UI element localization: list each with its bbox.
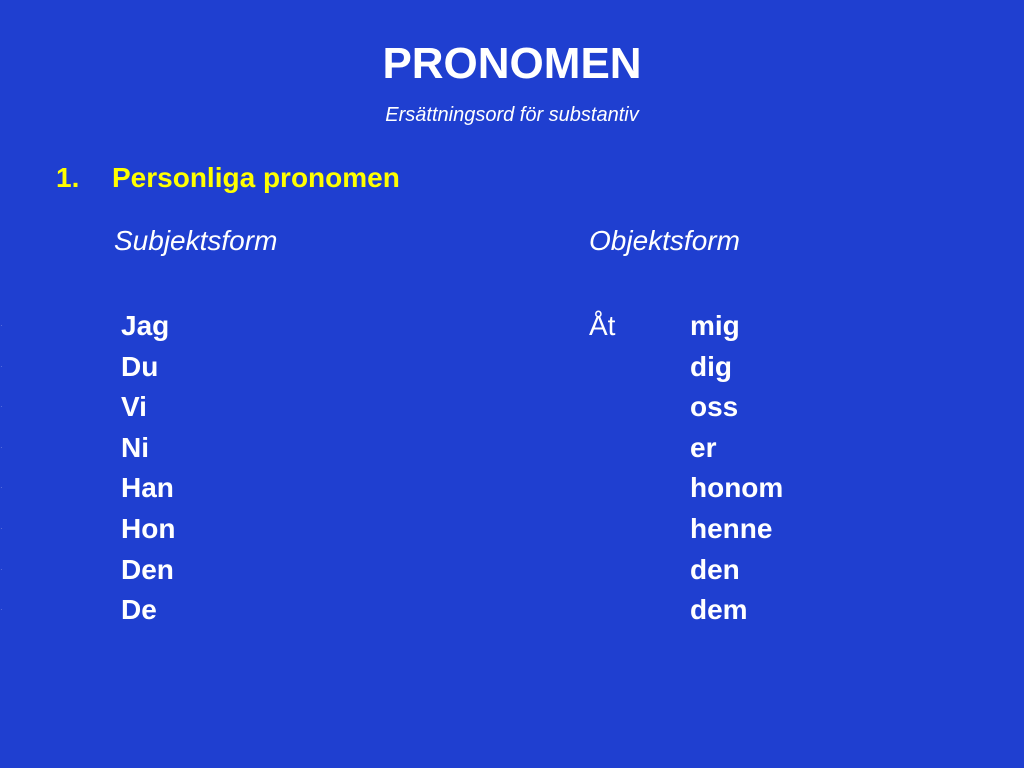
object-form-item: er [690, 431, 717, 463]
subject-forms-list [121, 306, 175, 631]
bullet-markers [0, 306, 3, 631]
section-title: Personliga pronomen [112, 162, 400, 193]
bullet-marker: · [0, 361, 3, 371]
slide-title: PRONOMEN [382, 39, 642, 88]
bullet-marker: · [0, 605, 3, 615]
subject-column-heading: Subjektsform [114, 225, 278, 256]
bullet-marker: · [0, 523, 3, 533]
subject-form-item: Hon [121, 512, 176, 544]
subject-form-item: De [121, 594, 157, 626]
object-form-item: mig [690, 310, 740, 341]
object-form-item: henne [690, 512, 773, 544]
bullet-marker: · [0, 321, 3, 330]
bullet-marker: · [0, 442, 3, 452]
object-prefix: Åt [589, 310, 616, 341]
object-form-item: honom [690, 472, 784, 504]
bullet-marker: · [0, 483, 3, 493]
object-form-item: den [690, 553, 740, 585]
object-column-heading: Objektsform [589, 225, 740, 256]
subject-form-item: Ni [121, 431, 149, 463]
bullet-marker: · [0, 402, 3, 412]
section-heading [56, 160, 400, 196]
subject-form-item: Du [121, 350, 159, 382]
bullet-marker: · [0, 564, 3, 574]
subject-form-item: Jag [121, 310, 170, 341]
subject-form-item: Han [121, 472, 174, 504]
subject-form-item: Den [121, 553, 174, 585]
section-number: 1. [56, 162, 80, 193]
object-form-item: dem [690, 594, 748, 626]
object-forms-list [690, 306, 783, 631]
object-form-item: dig [690, 350, 732, 382]
object-form-item: oss [690, 391, 739, 423]
slide-subtitle: Ersättningsord för substantiv [385, 104, 639, 126]
subject-form-item: Vi [121, 391, 147, 423]
